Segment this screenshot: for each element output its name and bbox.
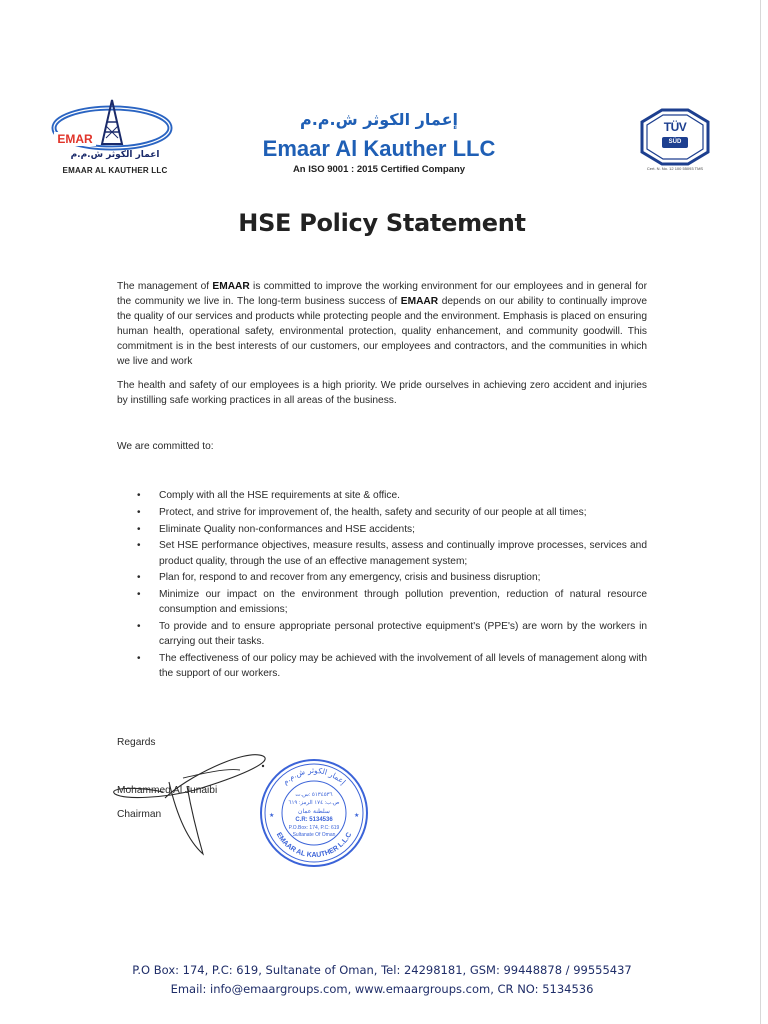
stamp-arc-bottom: EMAAR AL KAUTHER L.L.C <box>274 831 354 859</box>
list-item <box>137 619 647 649</box>
bullet-icon: • <box>137 572 141 584</box>
stamp-line-4: C.R: 5134536 <box>295 817 333 823</box>
list-item <box>137 522 647 537</box>
bullet-icon: • <box>137 653 141 665</box>
bullet-icon: • <box>137 621 141 633</box>
bullet-icon: • <box>137 506 141 518</box>
tuv-sub: SÜD <box>668 139 682 145</box>
signer-name: Mohammed Al Junaibi <box>117 785 218 796</box>
para1-bold-2: EMAAR <box>400 296 439 307</box>
intro-paragraph <box>117 279 647 369</box>
safety-paragraph: The health and safety of our employees is a high priority. We pride ourselves in achieving zero accident and injuries by instilling safe working practices in all areas of the business. <box>117 380 647 406</box>
svg-text:★: ★ <box>354 812 360 819</box>
page-title: HSE Policy Statement <box>238 209 526 237</box>
company-name-arabic: إعمار الكوثر ش.م.م <box>300 110 458 129</box>
list-item-text: The effectiveness of our policy may be achieved with the involvement of all levels of management along with the support of our workers. <box>159 653 647 680</box>
logo-english-name: EMAAR AL KAUTHER LLC <box>62 166 168 175</box>
list-item-text: To provide and to ensure appropriate personal protective equipment's (PPE's) are worn by the workers in carrying out their tasks. <box>159 621 647 648</box>
logo-brand-text: EMAR <box>57 132 93 146</box>
list-item-text: Protect, and strive for improvement of, the health, safety and security of our people at all times; <box>159 506 587 518</box>
stamp-line-5: P.O.Box: 174, P.C: 619 <box>288 825 340 831</box>
list-item-text: Set HSE performance objectives, measure results, assess and continually improve processes, services and product quality, through the use of an effective management system; <box>159 540 647 567</box>
oil-rig-logo-icon <box>44 98 186 154</box>
signer-title: Chairman <box>117 809 162 820</box>
page-edge <box>760 0 761 1024</box>
stamp-line-2: ص.ب: ١٧٤ الرمز: ٦١٩ <box>288 800 340 806</box>
footer-address: P.O Box: 174, P.C: 619, Sultanate of Oman, Tel: 24298181, GSM: 99448878 / 99555437 <box>132 963 632 977</box>
para1-text-3: depends on our ability to continually improve the quality of our services and products while protecting people and the environment. Emphasis is placed on ensuring human health, operational safety, environmental protection, quality enhancement, and community goodwill. This commitment is in the best interests of our customers, our employees and contractors, and the communities in which we live and work <box>117 296 647 367</box>
bullet-icon: • <box>137 490 141 501</box>
bullet-icon: • <box>137 540 141 552</box>
tuv-brand: TÜV <box>663 120 687 134</box>
list-item-text: Plan for, respond to and recover from any emergency, crisis and business disruption; <box>159 572 541 584</box>
list-item-text: Eliminate Quality non-conformances and HSE accidents; <box>159 523 415 535</box>
stamp-line-3: سلطنة عمان <box>298 809 330 815</box>
list-item-text: Comply with all the HSE requirements at site & office. <box>159 490 401 501</box>
iso-certification: An ISO 9001 : 2015 Certified Company <box>292 164 466 175</box>
tuv-octagon-icon <box>638 108 712 166</box>
list-item <box>137 587 647 617</box>
company-name: Emaar Al Kauther LLC <box>262 136 496 161</box>
svg-text:إعمار الكوثر ش.م.م <box>281 766 348 787</box>
stamp-line-6: Sultanate Of Oman <box>292 832 336 838</box>
para1-text-2: is committed to improve the working environment for our employees and in general for the community we live in. The long-term business success of <box>117 281 647 307</box>
list-item-text: Minimize our impact on the environment through pollution prevention, reduction of natural resource consumption and emissions; <box>159 589 647 616</box>
bullet-icon: • <box>137 523 141 535</box>
bullet-icon: • <box>137 589 141 601</box>
commitments-intro: We are committed to: <box>117 441 214 452</box>
footer-contact: Email: info@emaargroups.com, www.emaargroups.com, CR NO: 5134536 <box>170 982 594 996</box>
stamp-line-1: ٥١٣٤٥٣٦ :س.ت <box>295 792 333 798</box>
list-item <box>137 651 647 681</box>
tuv-cert-number: Cert. N. No. 12 100 55093 TMS <box>646 166 704 171</box>
list-item <box>137 505 647 520</box>
para1-bold-1: EMAAR <box>212 281 250 292</box>
list-item <box>137 570 647 585</box>
company-logo <box>44 98 186 182</box>
list-item <box>137 488 647 503</box>
logo-arabic-name: اعمار الكوثر ش.م.م <box>70 150 160 160</box>
tuv-badge <box>636 108 714 174</box>
svg-text:★: ★ <box>269 812 275 819</box>
company-stamp <box>258 757 370 869</box>
para1-text-1: The management of <box>117 281 213 292</box>
regards-label: Regards <box>117 737 156 748</box>
list-item <box>137 538 647 568</box>
commitments-list <box>137 488 647 683</box>
stamp-arc-top: إعمار الكوثر ش.م.م <box>280 765 348 787</box>
